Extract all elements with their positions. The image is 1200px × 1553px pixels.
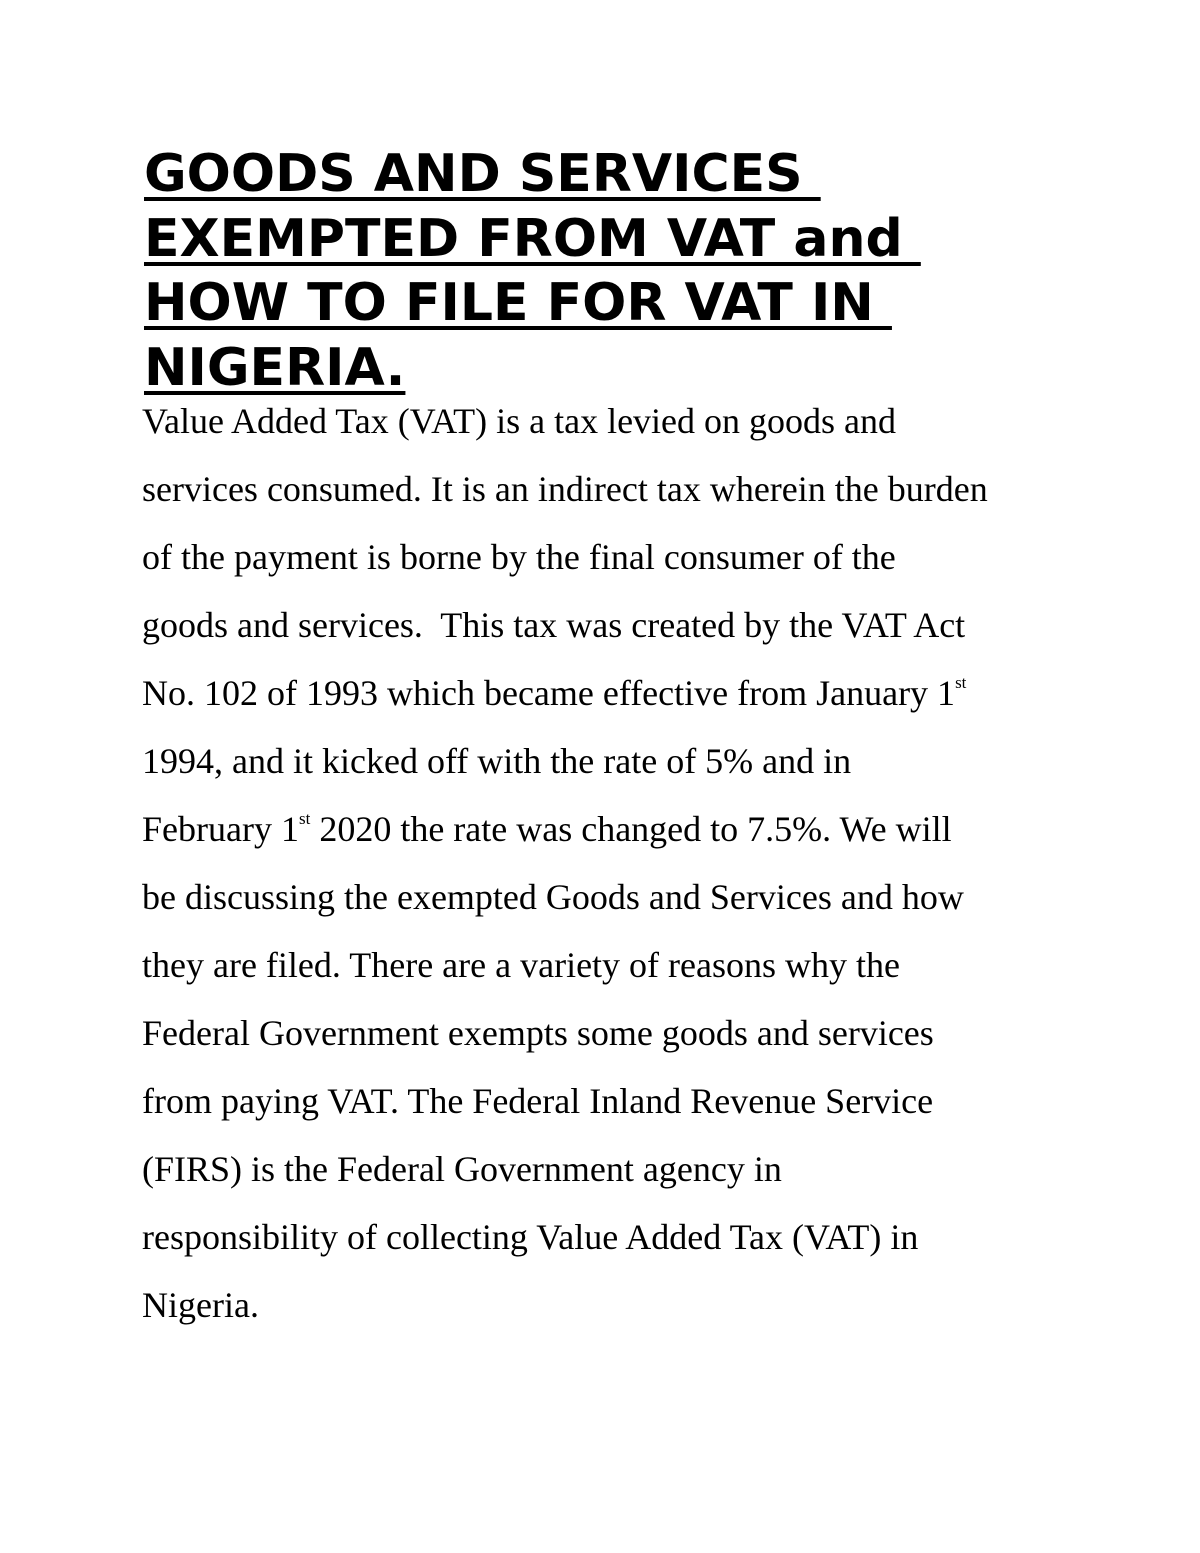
title-line <box>144 207 1104 272</box>
body-text-fragment: 2020 the rate was changed to 7.5%. We will <box>310 809 952 849</box>
body-paragraph <box>142 387 1102 1339</box>
body-text-fragment: No. 102 of 1993 which became effective from January 1 <box>142 673 956 713</box>
body-line: they are filed. There are a variety of reasons why the <box>142 945 900 985</box>
body-line: 1994, and it kicked off with the rate of 5% and in <box>142 741 852 781</box>
ordinal-superscript: st <box>298 809 311 828</box>
body-line: from paying VAT. The Federal Inland Revenue Service <box>142 1081 934 1121</box>
title-line <box>144 142 1104 207</box>
body-line: services consumed. It is an indirect tax wherein the burden <box>142 469 988 509</box>
body-line: be discussing the exempted Goods and Services and how <box>142 877 964 917</box>
body-line: (FIRS) is the Federal Government agency in <box>142 1149 782 1189</box>
title-line-text: GOODS AND SERVICES <box>144 144 821 204</box>
body-line: responsibility of collecting Value Added Tax (VAT) in <box>142 1217 919 1257</box>
ordinal-superscript: st <box>955 673 967 692</box>
body-line <box>142 659 1102 727</box>
body-line: goods and services. This tax was created by the VAT Act <box>142 605 966 645</box>
title-line-text: EXEMPTED FROM VAT and <box>144 208 921 269</box>
body-line: Nigeria. <box>142 1285 259 1325</box>
body-line <box>142 795 1102 863</box>
title-line <box>144 271 1104 336</box>
body-line: Value Added Tax (VAT) is a tax levied on goods and <box>142 401 897 441</box>
document-title <box>144 142 1104 400</box>
body-line: of the payment is borne by the final consumer of the <box>142 537 896 577</box>
title-line-text: HOW TO FILE FOR VAT IN <box>144 273 892 333</box>
title-line-text: NIGERIA. <box>144 337 406 398</box>
body-line: Federal Government exempts some goods and services <box>142 1013 934 1053</box>
body-text-fragment: February 1 <box>142 809 299 849</box>
